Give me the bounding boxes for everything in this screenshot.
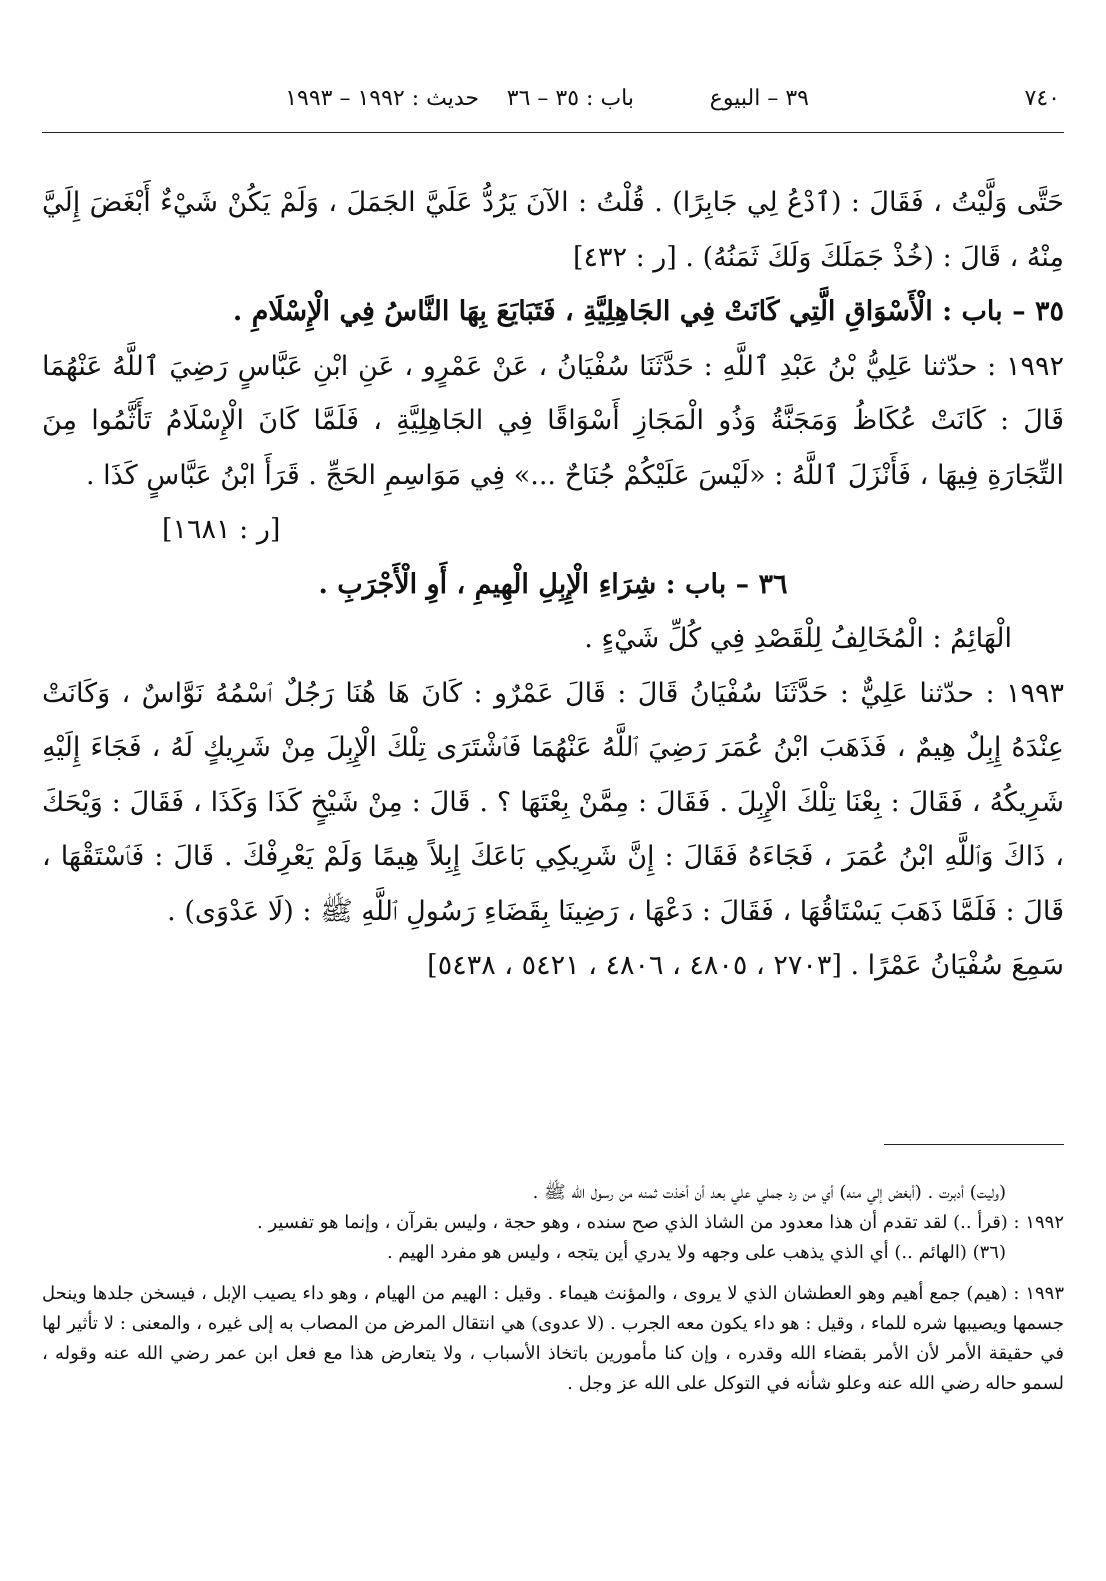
book-title: ٣٩ – البيوع — [709, 86, 809, 111]
footnote-spacer — [42, 1267, 1064, 1279]
footnotes — [42, 1178, 1064, 1399]
bab-36-definition: الْهَائِمُ : الْمُخَالِفُ لِلْقَصْدِ فِي كُلِّ شَيْءٍ . — [584, 623, 1012, 654]
bab-reference: باب : ٣٥ – ٣٦ — [506, 86, 634, 111]
page-header — [42, 86, 1064, 116]
hadith-1993-reference: سَمِعَ سُفْيَانُ عَمْرًا . [٢٧٠٣ ، ٤٨٠٥ ، ٤٨٠٦ ، ٥٤٢١ ، ٥٤٣٨] — [427, 950, 1064, 981]
footnote-1992: ١٩٩٢ : (قرأ ..) لقد تقدم أن هذا معدود من الشاذ الذي صح سنده ، وهو حجة ، وليس بقرآن ، وإنما هو تفسير . — [257, 1211, 1064, 1233]
page-number: ٧٤٠ — [1024, 86, 1060, 111]
hadith-1992-reference: [ر : ١٦٨١] — [162, 514, 281, 545]
continuation-paragraph: حَتَّى وَلَّيْتُ ، فَقَالَ : (ٱدْعُ لِي جَابِرًا) . قُلْتُ : الآنَ يَرُدُّ عَلَيَّ الجَمَلَ ، وَلَمْ يَكُنْ شَيْءٌ أَبْغَضَ إِلَيَّ مِنْهُ ، قَالَ : (خُذْ جَمَلَكَ وَلَكَ ثَمَنُهُ) . [ر : ٤٣٢] — [42, 187, 1064, 273]
header-divider — [42, 132, 1064, 133]
hadith-reference: حديث : ١٩٩٢ – ١٩٩٣ — [285, 86, 479, 111]
hadith-1993: ١٩٩٣ : حدّثنا عَلِيٌّ : حَدَّثَنَا سُفْيَانُ قَالَ : قَالَ عَمْرٌو : كَانَ هَا هُنَا رَجُلٌ ٱسْمُهُ نَوَّاسٌ ، وَكَانَتْ عِنْدَهُ إِبِلٌ هِيمٌ ، فَذَهَبَ ابْنُ عُمَرَ رَضِيَ ٱللَّهُ عَنْهُمَا فَٱشْتَرَى تِلْكَ الْإِبِلَ مِنْ شَرِيكٍ لَهُ ، فَجَاءَ إِلَيْهِ شَرِيكُهُ ، فَقَالَ : بِعْنَا تِلْكَ الْإِبِلَ . فَقَالَ : مِمَّنْ بِعْتَهَا ؟ . قَالَ : مِنْ شَيْخٍ كَذَا وَكَذَا ، فَقَالَ : وَيْحَكَ ، ذَاكَ وَٱللَّهِ ابْنُ عُمَرَ ، فَجَاءَهُ فَقَالَ : إِنَّ شَرِيكِي بَاعَكَ إِبِلاً هِيمًا وَلَمْ يَعْرِفْكَ . قَالَ : فَٱسْتَقْهَا ، قَالَ : فَلَمَّا ذَهَبَ يَسْتَاقُهَا ، فَقَالَ : دَعْهَا ، رَضِينَا بِقَضَاءِ رَسُولِ ٱللَّهِ ﷺ : (لَا عَدْوَى) . — [42, 677, 1064, 927]
footnote-bab-36: (٣٦) (الهائم ..) أي الذي يذهب على وجهه ولا يدري أين يتجه ، وليس هو مفرد الهيم . — [386, 1241, 1006, 1263]
hadith-1992: ١٩٩٢ : حدّثنا عَلِيُّ بْنُ عَبْدِ ٱللَّهِ : حَدَّثَنَا سُفْيَانُ ، عَنْ عَمْرٍو ، عَنِ ابْنِ عَبَّاسٍ رَضِيَ ٱللَّهُ عَنْهُمَا قَالَ : كَانَتْ عُكَاظُ وَمَجَنَّةُ وَذُو الْمَجَازِ أَسْوَاقًا فِي الجَاهِلِيَّةِ ، فَلَمَّا كَانَ الْإِسْلَامُ تَأَثَّمُوا مِنَ التِّجَارَةِ فِيهَا ، فَأَنْزَلَ ٱللَّهُ : «لَيْسَ عَلَيْكُمْ جُنَاحٌ ...» فِي مَوَاسِمِ الحَجِّ . قَرَأَ ابْنُ عَبَّاسٍ كَذَا . — [42, 350, 1064, 491]
footnote-divider — [884, 1144, 1064, 1145]
footnote-wallaytu: (وليت) أدبرت . (أبغض إلي منه) أي من رد جملي علي بعد أن أخذت ثمنه من رسول الله ﷺ . — [532, 1182, 1006, 1203]
footnote-1993: ١٩٩٣ : (هيم) جمع أهيم وهو العطشان الذي لا يروى ، والمؤنث هيماء . وقيل : الهيم من الهيام ، وهو داء يصيب الإبل ، فيسخن جلدها وينحل جسمها ويصيبها شره للماء ، وقيل : هو داء يكون معه الجرب . (لا عدوى) هي انتقال المرض من المصاب به إلى غيره ، والمعنى : لا تأثير لها في حقيقة الأمر لأن الأمر بقضاء الله وقدره ، وإن كنا مأمورين باتخاذ الأسباب ، ولا يتعارض هذا مع فعل ابن عمر رضي الله عنه وقوله ، لسمو حاله رضي الله عنه وعلو شأنه في التوكل على الله عز وجل . — [42, 1283, 1064, 1394]
bab-heading-36: ٣٦ – باب : شِرَاءِ الْإِبِلِ الْهِيمِ ، أَوِ الْأَجْرَبِ . — [318, 568, 788, 600]
main-text — [42, 176, 1064, 994]
bab-heading-35: ٣٥ – باب : الْأَسْوَاقِ الَّتِي كَانَتْ فِي الجَاهِلِيَّةِ ، فَتَبَايَعَ بِهَا النَّاسُ فِي الْإِسْلَامِ . — [232, 296, 1064, 327]
